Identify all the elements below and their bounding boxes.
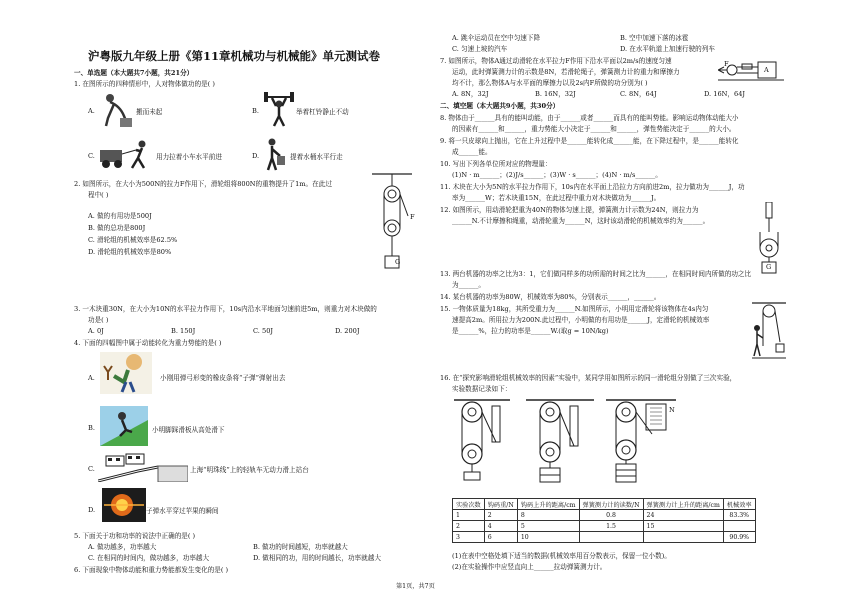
q7-stem-line1: 7. 如图所示，物体A通过动滑轮在水平拉力F作用下沿水平面以2m/s的速度匀速 <box>440 57 672 65</box>
q1-option-a-label: A. <box>88 107 95 115</box>
q16-line1: 16. 在“探究影响滑轮组机械效率的因素”实验中，某同学用如图所示的同一滑轮组分别做了三次实验， <box>440 374 737 382</box>
table-cell <box>643 532 723 543</box>
table-cell: 24 <box>643 510 723 521</box>
q15-fixed-pulley-diagram <box>752 302 786 360</box>
q12-line1: 12. 如图所示，用动滑轮把重为40N的物体匀速上提，弹簧测力计示数为24N，则拉力为 <box>440 206 699 214</box>
q16-sub2: (2)在实验操作中应竖直向上______拉动弹簧测力计。 <box>452 563 607 571</box>
page-footer: 第1页，共7页 <box>396 583 435 590</box>
q4-fig-b-skateboard-image <box>100 406 148 446</box>
q2-fig-force-label: F <box>410 213 415 221</box>
table-cell: 10 <box>517 532 579 543</box>
q1-fig-c-pulling-cart-image <box>98 140 154 170</box>
q11-line2: 率为______W；若木块重15N，在此过程中重力对木块做功为______J。 <box>452 194 661 202</box>
q3-option-b: B. 150J <box>171 327 196 335</box>
q10-line1: 10. 写出下列各单位所对应的物理量： <box>440 160 552 168</box>
q11-line1: 11. 木块在大小为5N的水平拉力作用下，10s内在水平面上沿拉力方向前进2m，拉力做功为______J，功 <box>440 183 745 191</box>
table-header-row <box>453 499 756 510</box>
q9-line1: 9. 将一只皮球向上抛出，它在上升过程中是______能转化成______能，在下降过程中，是______能转化 <box>440 137 739 145</box>
q4-option-c-text: 上海“明珠线”上的轻轨车无动力滑上站台 <box>190 466 309 474</box>
q7-option-d: D. 16N，64J <box>704 90 746 98</box>
q8-line2: 的因素有______和______，重力势能大小决定于______和______，弹性势能决定于______的大小。 <box>452 125 736 133</box>
table-cell: 6 <box>484 532 517 543</box>
q12-line2: ______N.不计摩擦和绳重，动滑轮重为______N，这时该动滑轮的机械效率约为______。 <box>452 217 710 225</box>
table-cell: 1.5 <box>579 521 643 532</box>
table-header-cell: 弹簧测力计的读数/N <box>579 499 643 510</box>
q2-stem-line2: 程中( ) <box>88 191 109 199</box>
table-cell <box>579 532 643 543</box>
table-header-cell: 钩码上升的距离/cm <box>517 499 579 510</box>
q4-fig-a-slingshot-image <box>100 352 152 394</box>
q4-option-b-text: 小明脚踩滑板从高处滑下 <box>152 426 225 434</box>
section-heading-single-choice: 一、单选题（本大题共7小题，共21分） <box>74 69 194 77</box>
q6-option-c: C. 匀速上坡的汽车 <box>452 45 508 53</box>
q1-option-a-text: 搬而未起 <box>136 108 163 116</box>
q1-fig-a-lifting-image <box>100 92 134 128</box>
table-cell: 2 <box>453 521 485 532</box>
page-title: 沪粤版九年级上册《第11章机械功与机械能》单元测试卷 <box>88 49 381 63</box>
table-header-cell: 实验次数 <box>453 499 485 510</box>
q2-option-c: C. 滑轮组的机械效率是62.5% <box>88 236 178 244</box>
q5-stem: 5. 下面关于功和功率的说法中正确的是( ) <box>74 532 196 540</box>
q7-option-b: B. 16N，32J <box>535 90 576 98</box>
q2-option-d: D. 滑轮组的机械效率是80% <box>88 248 172 256</box>
q8-line1: 8. 物体由于______具有的能叫动能，由于______或者______而具有的能叫势能。影响运动物体动能大小 <box>440 114 739 122</box>
table-cell: 5 <box>517 521 579 532</box>
q16-fig-newton-label: N <box>669 406 675 414</box>
q7-option-a: A. 8N，32J <box>452 90 489 98</box>
q2-stem-line1: 2. 如图所示，在大小为500N的拉力F作用下，滑轮组将800N的重物提升了1m。在此过 <box>74 180 332 188</box>
table-cell <box>723 521 755 532</box>
q3-stem-line2: 功是( ) <box>88 316 109 324</box>
q6-option-b: B. 空中加速下落的冰雹 <box>620 34 689 42</box>
q15-line3: 是______%，拉力的功率是______W.(取g = 10N/kg) <box>452 327 609 335</box>
q1-fig-d-carrying-bucket-image <box>262 138 288 172</box>
q1-option-d-label: D. <box>252 152 260 160</box>
q2-pulley-system-diagram <box>372 172 412 272</box>
q5-option-b: B. 做功的时间越短，功率就越大 <box>253 543 348 551</box>
q5-option-a: A. 做功越多，功率越大 <box>88 543 157 551</box>
q4-option-a-label: A. <box>88 374 95 382</box>
q12-fig-weight-label: G <box>766 263 772 271</box>
q3-option-c: C. 50J <box>253 327 274 335</box>
q1-option-c-text: 用力拉着小车水平前进 <box>156 153 222 161</box>
q4-option-b-label: B. <box>88 424 95 432</box>
q7-stem-line3: 均不计，那么物体A与水平面的摩擦力以及2s内F所做的功分别为( ) <box>452 79 648 87</box>
q4-option-d-text: 子弹水平穿过苹果的瞬间 <box>146 507 219 515</box>
q4-option-c-label: C. <box>88 465 95 473</box>
q13-line2: 为______。 <box>452 281 485 289</box>
q15-line1: 15. 一物体质量为18kg，其所受重力为______N.如图所示，小明用定滑轮将该物体在4s内匀 <box>440 305 709 313</box>
table-row <box>453 532 756 543</box>
table-header-cell: 机械效率 <box>723 499 755 510</box>
q10-line2: (1)N · m______；(2)J/s______；(3)W · s______；(4)N · m/s______。 <box>452 171 662 179</box>
q7-fig-force-label: F <box>724 60 729 68</box>
table-header-cell: 弹簧测力计上升的距离/cm <box>643 499 723 510</box>
q2-option-b: B. 做的总功是800J <box>88 224 146 232</box>
q5-option-c: C. 在相同的时间内，做功越多，功率越大 <box>88 554 210 562</box>
q3-option-d: D. 200J <box>335 327 360 335</box>
table-cell: 4 <box>484 521 517 532</box>
q3-stem-line1: 3. 一木块重30N，在大小为10N的水平拉力作用下，10s内沿水平地面匀速前进5m，则重力对木块做的 <box>74 305 377 313</box>
q6-option-a: A. 跳伞运动员在空中匀速下降 <box>452 34 541 42</box>
q9-line2: 成______能。 <box>452 148 492 156</box>
q1-stem: 1. 在图所示的四种情形中，人对物体做功的是( ) <box>74 80 215 88</box>
q14-line1: 14. 某台机器的功率为80W，机械效率为80%，分别表示______，______。 <box>440 293 661 301</box>
section-heading-fill-blank: 二、填空题（本大题共9小题，共30分） <box>440 102 560 110</box>
q6-stem: 6. 下面现象中物体动能和重力势能都发生变化的是( ) <box>74 566 229 574</box>
q3-option-a: A. 0J <box>88 327 104 335</box>
q13-line1: 13. 两台机器的功率之比为3：1，它们做同样多的功所需的时间之比为______，在相同时间内所做的功之比 <box>440 270 752 278</box>
q16-sub1: (1)在表中空格处填下适当的数据(机械效率用百分数表示，保留一位小数)。 <box>452 552 671 560</box>
q7-stem-line2: 运动，此时弹簧测力计的示数是8N，若滑轮绳子，弹簧测力计的重力和摩擦力 <box>452 68 680 76</box>
table-cell: 2 <box>484 510 517 521</box>
q2-option-a: A. 做的有用功是500J <box>88 212 152 220</box>
q1-option-c-label: C. <box>88 152 95 160</box>
table-cell: 90.9% <box>723 532 755 543</box>
q2-fig-weight-label: G <box>395 258 401 266</box>
table-row <box>453 510 756 521</box>
table-cell: 83.3% <box>723 510 755 521</box>
q1-option-b-label: B. <box>252 107 259 115</box>
table-cell: 3 <box>453 532 485 543</box>
table-header-cell: 钩码重/N <box>484 499 517 510</box>
q7-option-c: C. 8N，64J <box>620 90 657 98</box>
q16-three-pulley-setups-diagram <box>454 396 684 492</box>
q1-option-d-text: 提着水桶水平行走 <box>290 153 343 161</box>
q4-fig-c-light-rail-image <box>98 452 188 482</box>
q7-fig-object-label: A <box>764 66 769 74</box>
q16-data-table <box>452 498 756 543</box>
q4-option-d-label: D. <box>88 506 96 514</box>
table-cell: 0.8 <box>579 510 643 521</box>
q4-stem: 4. 下面的四幅图中属于动能转化为重力势能的是( ) <box>74 339 222 347</box>
table-cell: 8 <box>517 510 579 521</box>
table-cell: 15 <box>643 521 723 532</box>
q15-line2: 速提高2m。所用拉力为200N.此过程中，小明做的有用功是______J，定滑轮的机械效率 <box>452 316 710 324</box>
q16-line2: 实验数据记录如下： <box>452 385 512 393</box>
table-cell: 1 <box>453 510 485 521</box>
q5-option-d: D. 做相同的功，用的时间越长，功率就越大 <box>253 554 381 562</box>
table-row <box>453 521 756 532</box>
q1-fig-b-barbell-image <box>264 92 294 128</box>
q1-option-b-text: 举着杠铃静止不动 <box>296 108 349 116</box>
q6-option-d: D. 在水平轨道上加速行驶的列车 <box>620 45 715 53</box>
q4-option-a-text: 小刚用弹弓形变的橡皮条将“子弹”弹射出去 <box>160 374 286 382</box>
q4-fig-d-bullet-apple-image <box>102 488 146 522</box>
